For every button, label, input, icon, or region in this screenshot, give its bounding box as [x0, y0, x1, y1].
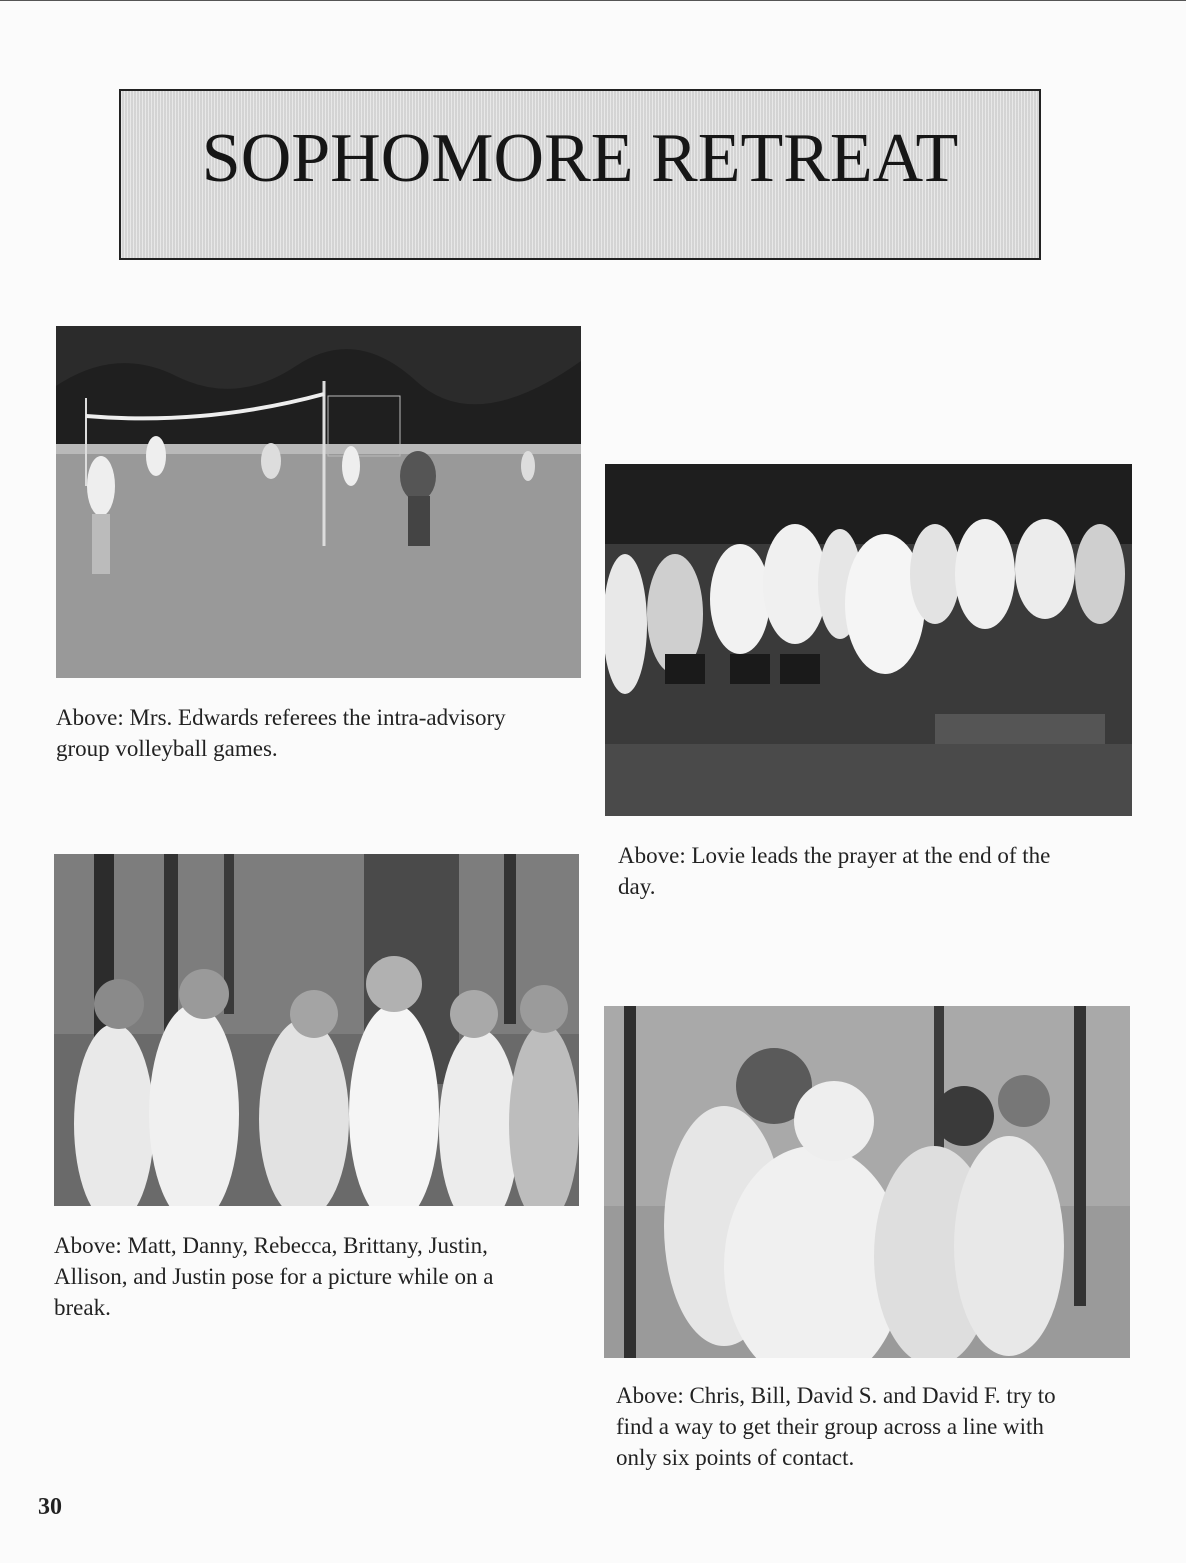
caption-volleyball — [56, 702, 576, 764]
photo-prayer — [605, 464, 1132, 816]
caption-line: Above: Lovie leads the prayer at the end of the — [618, 843, 1051, 868]
caption-group-pose — [54, 1230, 579, 1323]
title-banner — [119, 89, 1041, 260]
caption-line: group volleyball games. — [56, 736, 278, 761]
page-title: SOPHOMORE RETREAT — [201, 120, 959, 197]
photo-contact-challenge — [604, 1006, 1130, 1358]
caption-prayer — [618, 840, 1138, 902]
caption-line: Above: Matt, Danny, Rebecca, Brittany, Justin, — [54, 1233, 488, 1258]
caption-line: find a way to get their group across a line with — [616, 1414, 1044, 1439]
photo-group-pose — [54, 854, 579, 1206]
caption-line: Allison, and Justin pose for a picture while on a — [54, 1264, 494, 1289]
caption-line: only six points of contact. — [616, 1445, 855, 1470]
page-number: 30 — [38, 1494, 62, 1520]
caption-line: day. — [618, 874, 656, 899]
caption-contact-challenge — [616, 1380, 1146, 1473]
photo-volleyball — [56, 326, 581, 678]
caption-line: break. — [54, 1295, 111, 1320]
top-rule — [0, 0, 1186, 1]
caption-line: Above: Chris, Bill, David S. and David F. try to — [616, 1383, 1056, 1408]
caption-line: Above: Mrs. Edwards referees the intra-advisory — [56, 705, 506, 730]
